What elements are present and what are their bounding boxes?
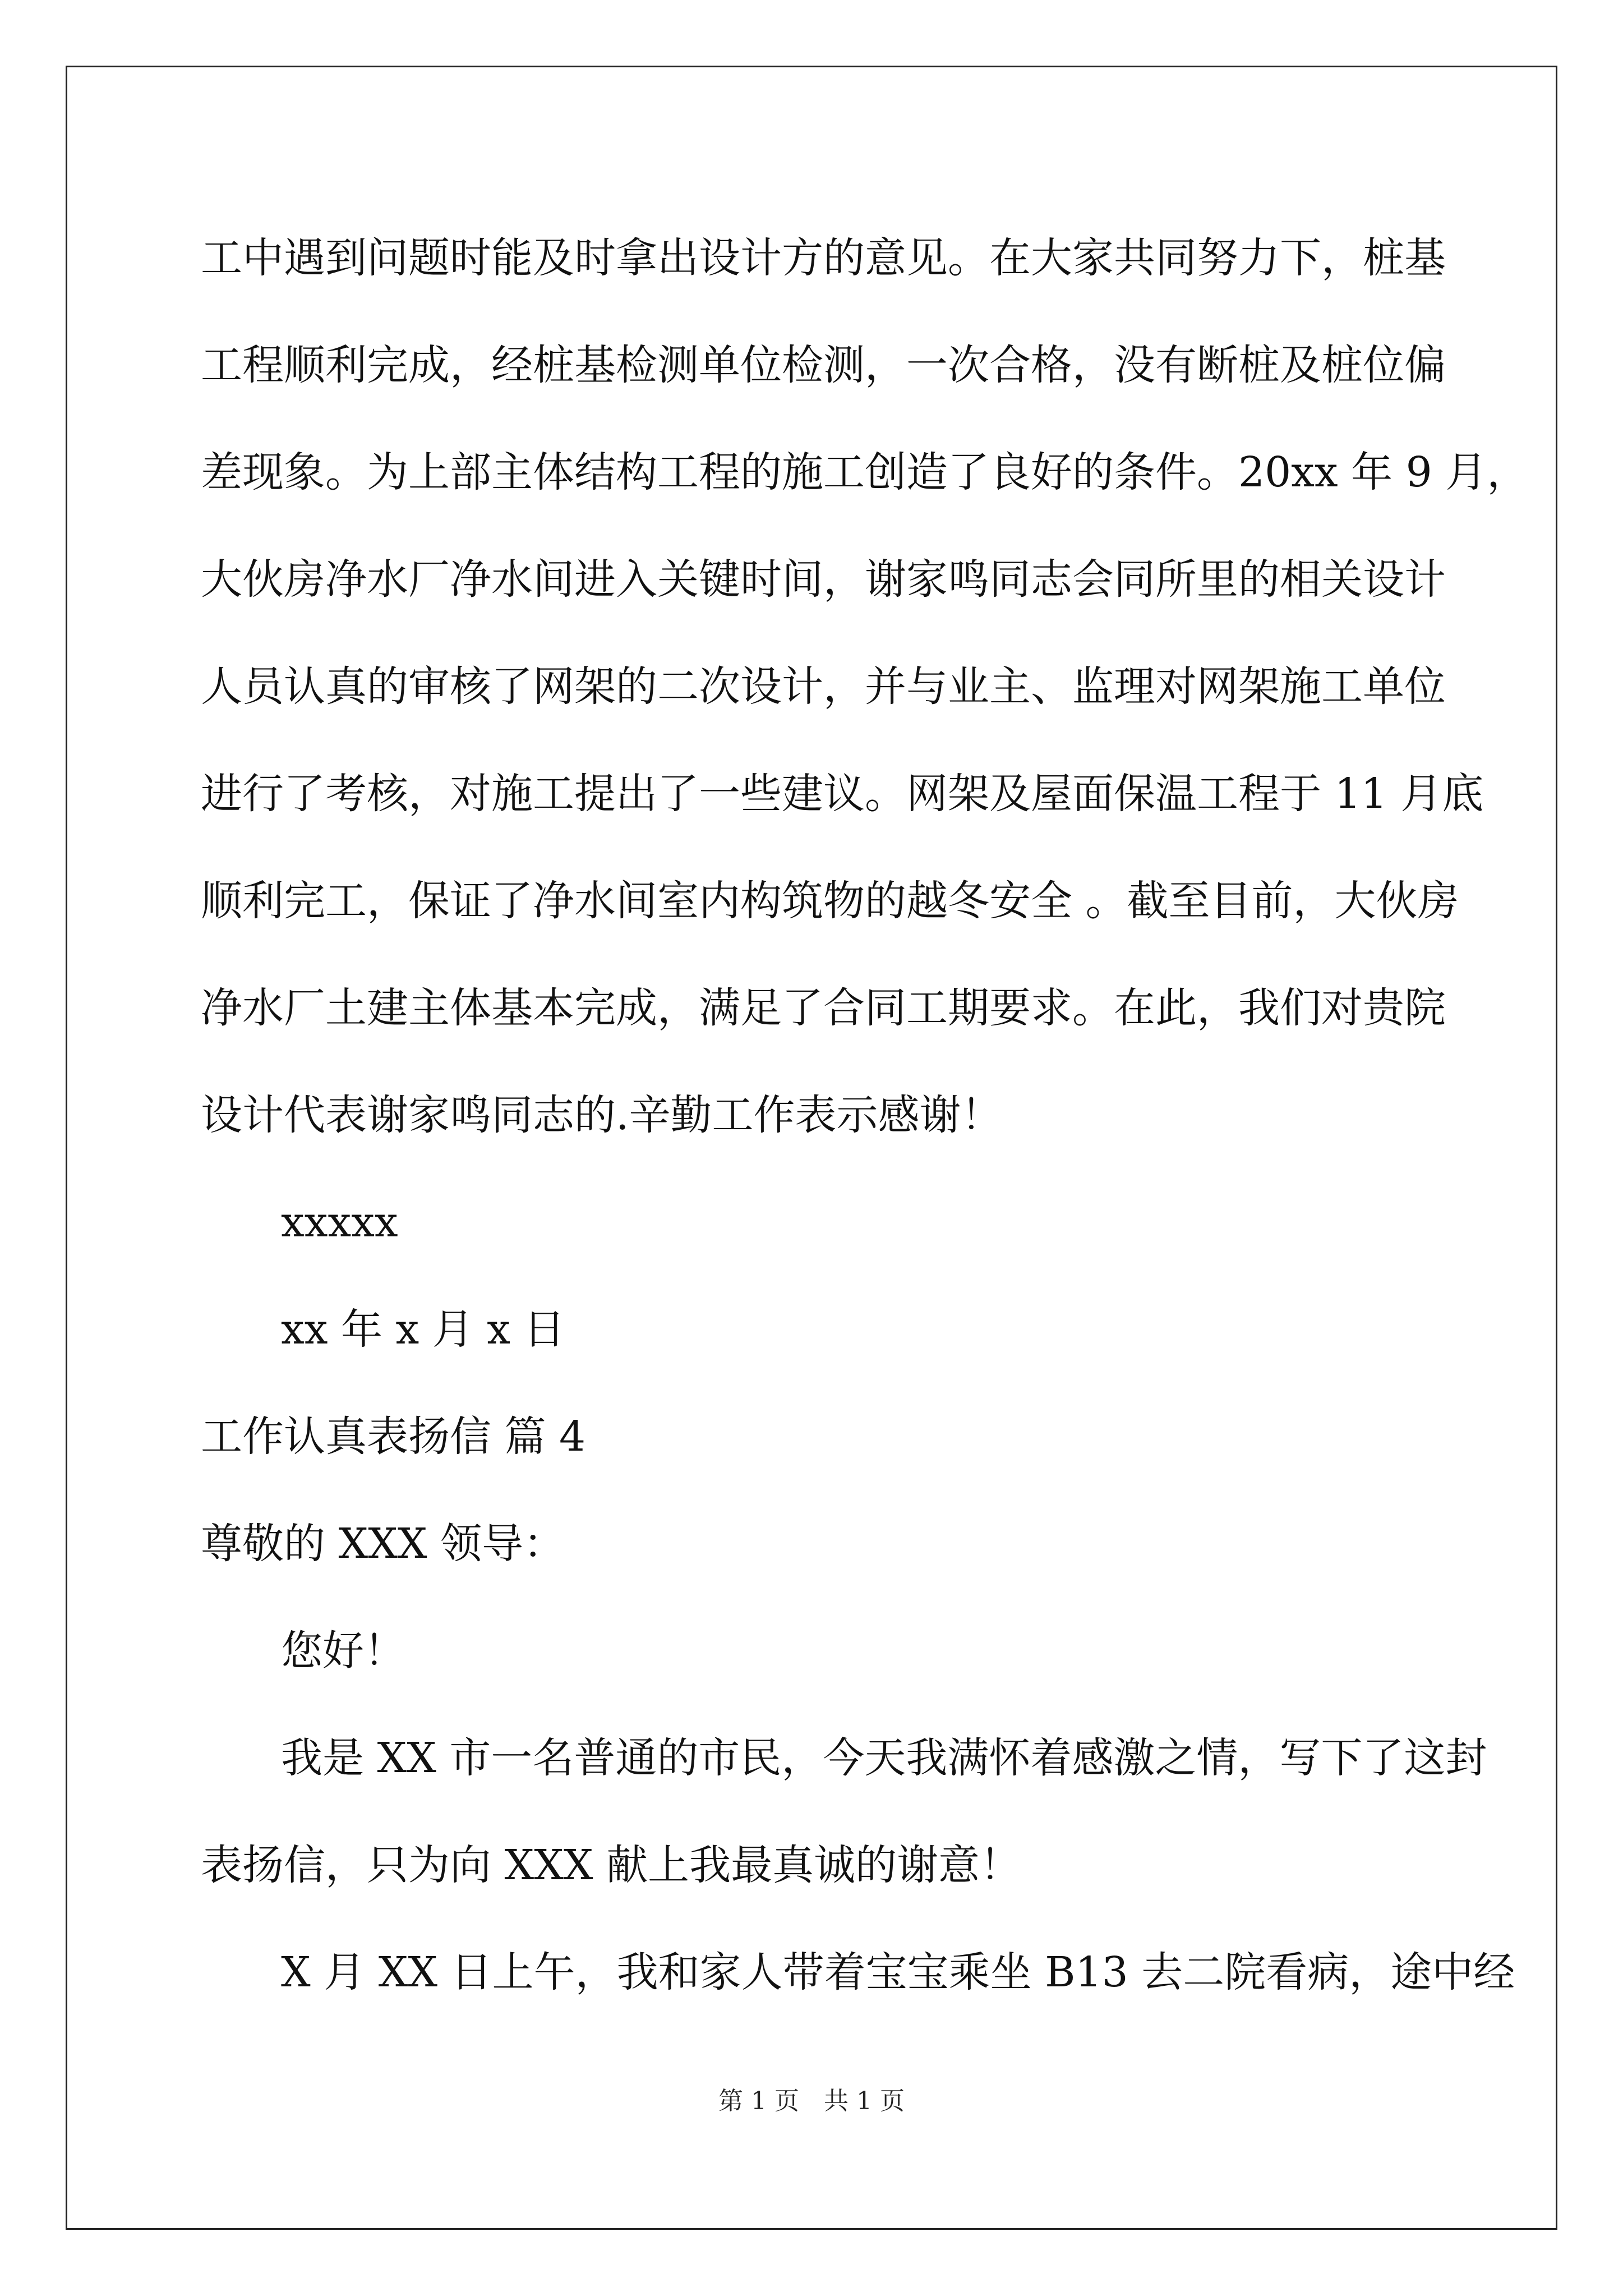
paragraph-line: 大伙房净水厂净水间进入关键时间，谢家鸣同志会同所里的相关设计 [201,555,1446,604]
paragraph-line: 工中遇到问题时能及时拿出设计方的意见。在大家共同努力下，桩基 [201,234,1446,282]
greeting: 您好！ [281,1627,405,1675]
section-heading: 工作认真表扬信 篇 4 [201,1412,586,1461]
signature: xxxxx [281,1198,398,1246]
page-footer: 第 1 页 共 1 页 [718,2087,905,2115]
paragraph-line: 人员认真的审核了网架的二次设计，并与业主、监理对网架施工单位 [201,662,1446,711]
paragraph-line: X 月 XX 日上午，我和家人带着宝宝乘坐 B13 去二院看病，途中经 [281,1948,1515,1996]
paragraph-line: 表扬信，只为向 XXX 献上我最真诚的谢意！ [201,1841,1022,1889]
paragraph-line: 进行了考核，对施工提出了一些建议。网架及屋面保温工程于 11 月底 [201,770,1484,818]
paragraph-line: 顺利完工，保证了净水间室内构筑物的越冬安全 。截至目前，大伙房 [201,877,1459,925]
salutation: 尊敬的 XXX 领导： [201,1520,565,1568]
paragraph-line: 我是 XX 市一名普通的市民，今天我满怀着感激之情，写下了这封 [281,1734,1487,1782]
paragraph-line: 设计代表谢家鸣同志的.辛勤工作表示感谢！ [201,1091,1003,1139]
paragraph-line: 工程顺利完成，经桩基检测单位检测，一次合格，没有断桩及桩位偏 [201,341,1446,389]
paragraph-line: 差现象。为上部主体结构工程的施工创造了良好的条件。20xx 年 9 月， [201,448,1529,496]
document-body [201,205,1529,2026]
paragraph-line: 净水厂土建主体基本完成，满足了合同工期要求。在此，我们对贵院 [201,984,1446,1032]
date-line: xx 年 x 月 x 日 [281,1305,565,1354]
